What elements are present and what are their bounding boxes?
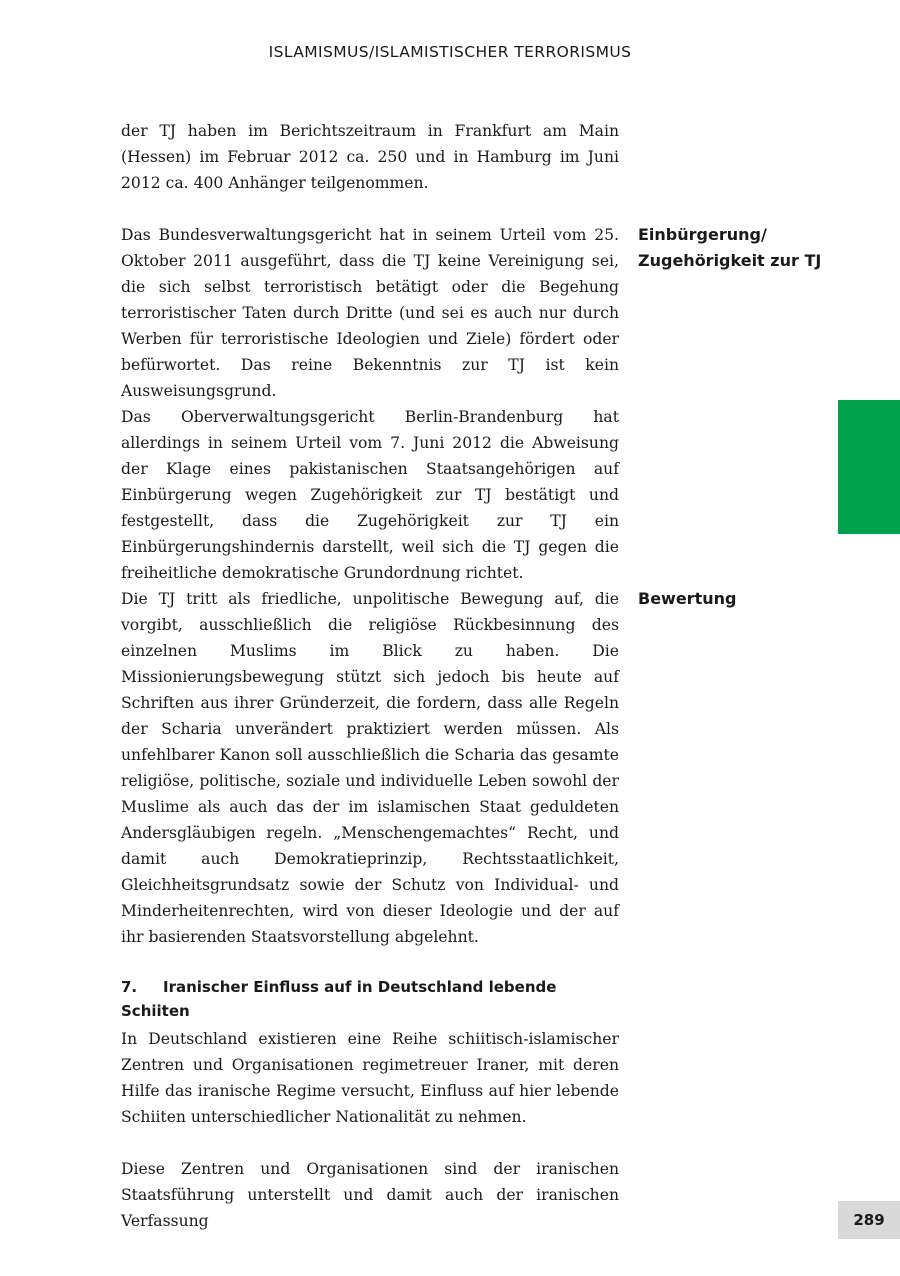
section-heading — [121, 975, 619, 1023]
paragraph-iranian-state-control: Diese Zentren und Organisationen sind der iranischen Staatsführung unterstellt und damit auch der iranischen Verfassung — [121, 1160, 619, 1230]
paragraph-federal-court-ruling: Das Bundesverwaltungsgericht hat in seinem Urteil vom 25. Oktober 2011 ausgeführt, dass die TJ keine Vereinigung sei, die sich selbst terroristisch betätigt oder die Begehung terroristischer Taten durch Dritte (und sei es auch nur durch Werben für terroristische Ideologien und Ziele) fördert oder befürwortet. Das reine Bekenntnis zur TJ ist kein Ausweisungsgrund. — [121, 226, 619, 400]
section-number: 7. — [121, 978, 138, 996]
margin-note-naturalization-line1: Einbürgerung/ — [638, 225, 767, 244]
paragraph-tj-rallies: der TJ haben im Berichtszeitraum in Frankfurt am Main (Hessen) im Februar 2012 ca. 250 und in Hamburg im Juni 2012 ca. 400 Anhänger teilgenommen. — [121, 122, 619, 192]
page-number: 289 — [838, 1201, 900, 1239]
paragraph-assessment: Die TJ tritt als friedliche, unpolitische Bewegung auf, die vorgibt, ausschließlich die religiöse Rückbesinnung des einzelnen Muslims im Blick zu haben. Die Missionierungsbewegung stützt sich jedoch bis heute auf Schriften aus ihrer Gründerzeit, die fordern, dass alle Regeln der Scharia unverändert praktiziert werden müssen. Als unfehlbarer Kanon soll ausschließlich die Scharia das gesamte religiöse, politische, soziale und individuelle Leben sowohl der Muslime als auch das der im islamischen Staat geduldeten Andersgläubigen regeln. „Menschengemachtes“ Recht, und damit auch Demokratieprinzip, Rechtsstaatlichkeit, Gleichheitsgrundsatz sowie der Schutz von Individual- und Minderheitenrechten, wird von dieser Ideologie und der auf ihr basierenden Staatsvorstellung abgelehnt. — [121, 590, 619, 946]
chapter-color-tab — [838, 400, 900, 534]
section-title: Iranischer Einfluss auf in Deutschland lebende Schiiten — [121, 978, 557, 1020]
running-header: ISLAMISMUS/ISLAMISTISCHER TERRORISMUS — [268, 43, 632, 61]
paragraph-iranian-centers: In Deutschland existieren eine Reihe schiitisch-islamischer Zentren und Organisationen regimetreuer Iraner, mit deren Hilfe das iranische Regime versucht, Einfluss auf hier lebende Schiiten unterschiedlicher Nationalität zu nehmen. — [121, 1030, 619, 1126]
margin-note-naturalization — [638, 222, 838, 274]
paragraph-higher-court-ruling: Das Oberverwaltungsgericht Berlin-Brandenburg hat allerdings in seinem Urteil vom 7. Juni 2012 die Abweisung der Klage eines pakistanischen Staatsangehörigen auf Einbürgerung wegen Zugehörigkeit zur TJ bestätigt und festgestellt, dass die Zugehörigkeit zur TJ ein Einbürgerungshindernis darstellt, weil sich die TJ gegen die freiheitliche demokratische Grundordnung richtet. — [121, 408, 619, 582]
margin-note-assessment: Bewertung — [638, 589, 737, 608]
margin-note-naturalization-line2: Zugehörigkeit zur TJ — [638, 251, 822, 270]
